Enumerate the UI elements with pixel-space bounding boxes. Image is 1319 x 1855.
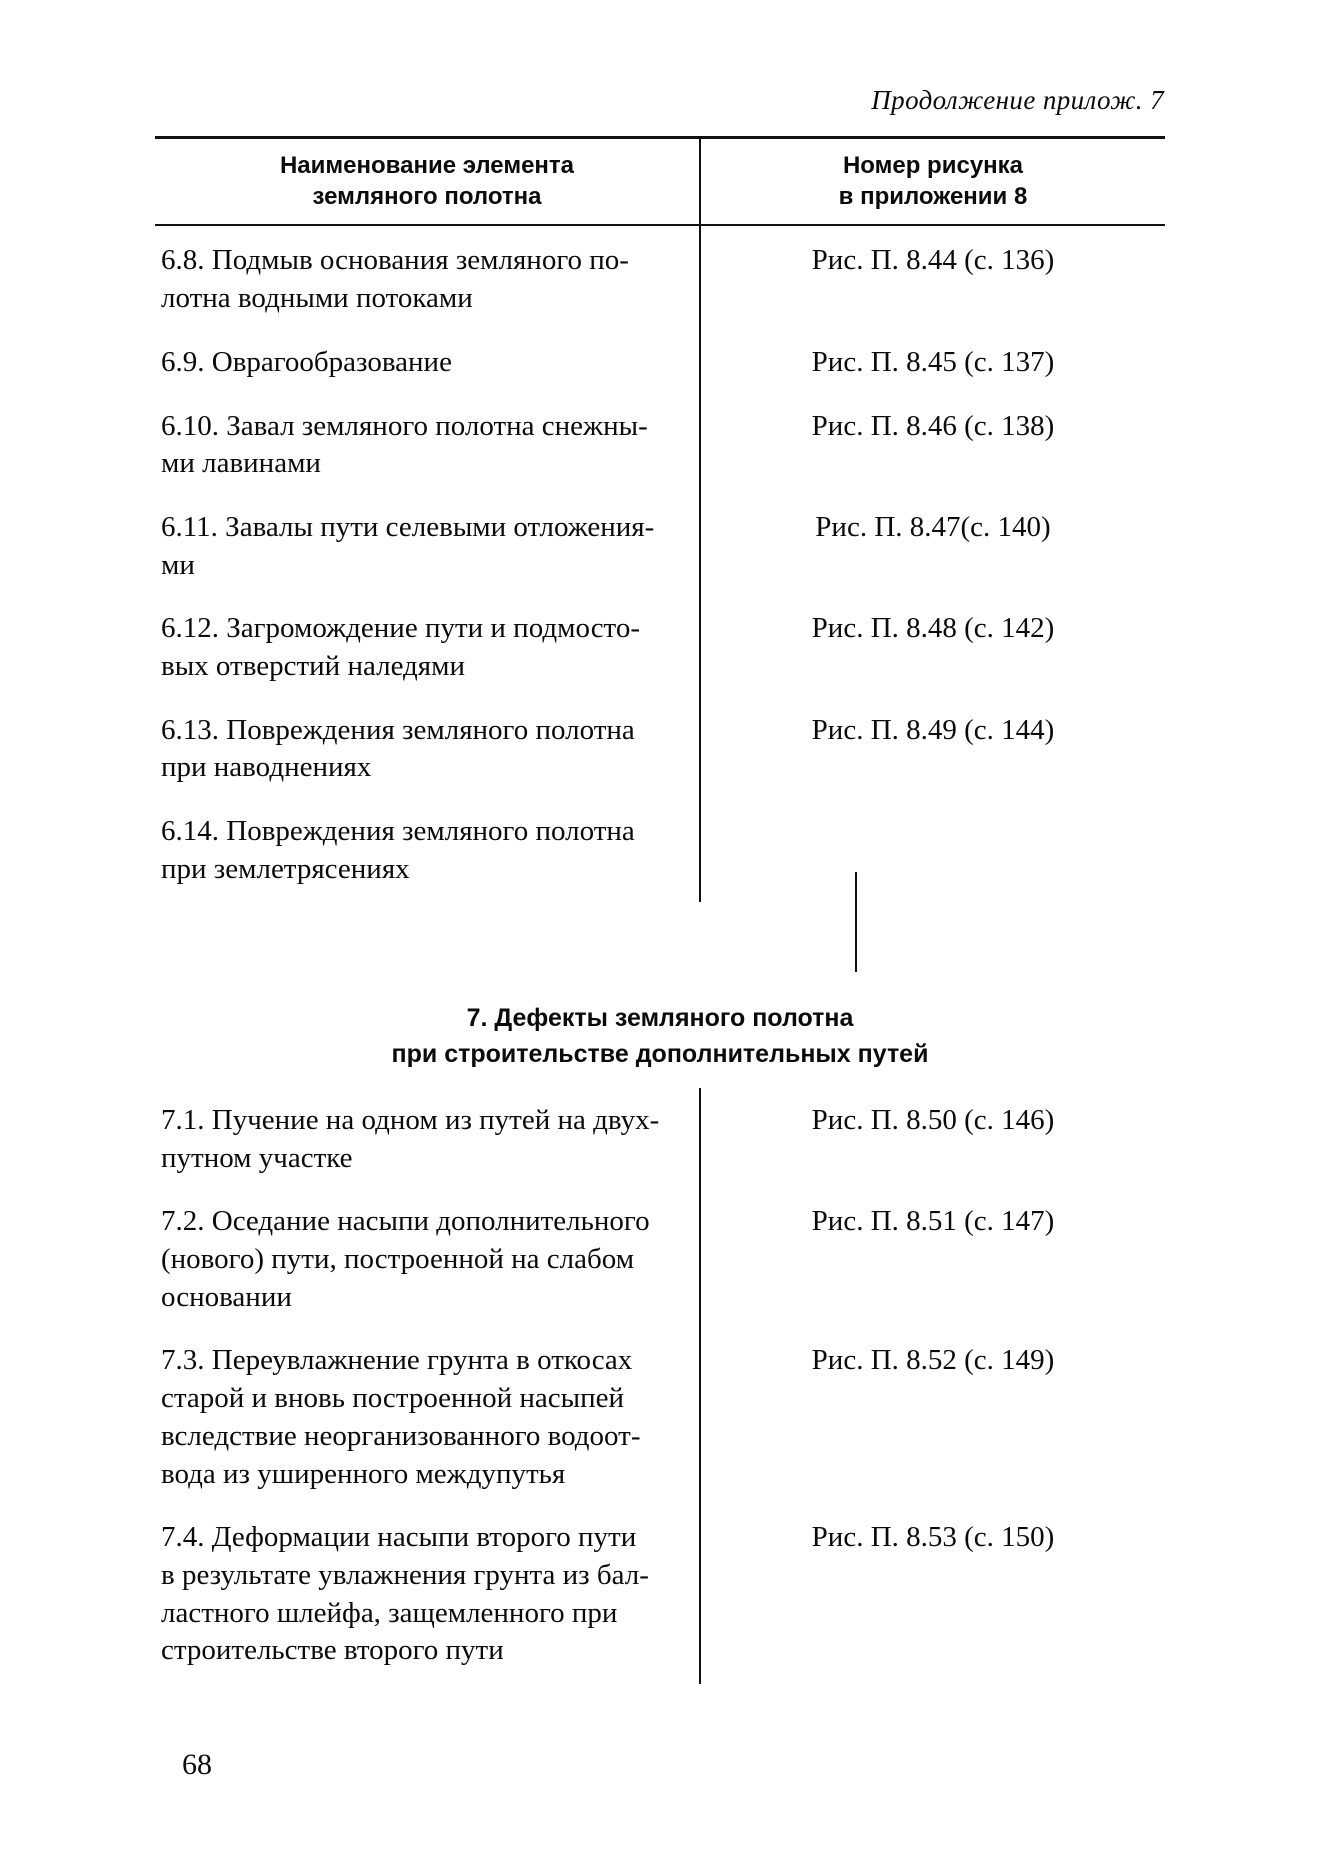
cell-figure-number: Рис. П. 8.53 (с. 150) xyxy=(700,1507,1165,1684)
cell-figure-number: Рис. П. 8.48 (с. 142) xyxy=(700,598,1165,699)
defects-table-part1 xyxy=(155,139,1165,224)
cell-element-name: 6.12. Загромождение пути и подмосто- вых отверстий наледями xyxy=(161,612,641,682)
table-row xyxy=(155,1507,1165,1684)
cell-element-name: 7.4. Деформации насыпи второго пути в результате увлажнения грунта из бал- ластного шлейфа, защемленного при строительстве второго пути xyxy=(161,1521,649,1667)
cell-element-name: 6.9. Оврагообразование xyxy=(161,345,452,378)
table-row xyxy=(155,497,1165,598)
cell-element-name: 7.3. Переувлажнение грунта в откосах старой и вновь построенной насыпей вследствие неорганизованного водоот- вода из уширенного междупутья xyxy=(161,1344,641,1490)
cell-element-name: 6.14. Повреждения земляного полотна при землетрясениях xyxy=(161,815,635,885)
table-continued-appendix-7 xyxy=(155,136,1165,902)
table-row xyxy=(155,226,1165,331)
running-head: Продолжение прилож. 7 xyxy=(871,85,1164,115)
header-figure-number-line1: Номер рисунка xyxy=(842,152,1024,179)
table-divider-tail xyxy=(855,872,857,972)
cell-figure-number: Рис. П. 8.51 (с. 147) xyxy=(700,1191,1165,1330)
cell-element-name: 6.10. Завал земляного полотна снежны- ми лавинами xyxy=(161,409,648,480)
cell-figure-number xyxy=(700,801,1165,902)
table-row xyxy=(155,396,1165,497)
cell-figure-number: Рис. П. 8.45 (с. 137) xyxy=(700,332,1165,396)
cell-figure-number: Рис. П. 8.49 (с. 144) xyxy=(700,700,1165,801)
header-element-name-line2: земляного полотна xyxy=(312,182,542,210)
cell-element-name: 6.13. Повреждения земляного полотна при наводнениях xyxy=(161,713,635,784)
header-element-name-line1: Наименование элемента xyxy=(279,152,575,179)
cell-element-name: 6.11. Завалы пути селевыми отложения- ми xyxy=(161,510,655,581)
header-figure-number-line2: в приложении 8 xyxy=(838,182,1028,210)
table-row xyxy=(155,598,1165,699)
header-figure-number xyxy=(700,139,1165,224)
header-element-name xyxy=(155,139,700,224)
section-7-heading-line1: 7. Дефекты земляного полотна xyxy=(466,1004,854,1032)
table-row xyxy=(155,1330,1165,1507)
cell-figure-number: Рис. П. 8.50 (с. 146) xyxy=(700,1088,1165,1191)
section-7-heading xyxy=(155,1000,1165,1073)
cell-figure-number: Рис. П. 8.46 (с. 138) xyxy=(700,396,1165,497)
cell-figure-number: Рис. П. 8.52 (с. 149) xyxy=(700,1330,1165,1507)
table-row xyxy=(155,1088,1165,1191)
page-number: 68 xyxy=(182,1748,212,1781)
cell-element-name: 7.1. Пучение на одном из путей на двух- путном участке xyxy=(161,1104,660,1174)
cell-element-name: 6.8. Подмыв основания земляного по- лотна водными потоками xyxy=(161,244,629,315)
table-section-7 xyxy=(155,1088,1165,1684)
table-row xyxy=(155,1191,1165,1330)
table-row xyxy=(155,332,1165,396)
cell-figure-number: Рис. П. 8.44 (с. 136) xyxy=(700,226,1165,331)
table-row xyxy=(155,700,1165,801)
defects-table-part1-body xyxy=(155,226,1165,902)
section-7-heading-line2: при строительстве дополнительных путей xyxy=(391,1040,929,1069)
defects-table-part2-body xyxy=(155,1088,1165,1684)
cell-element-name: 7.2. Оседание насыпи дополнительного (нового) пути, построенной на слабом основании xyxy=(161,1205,650,1313)
table-header-row xyxy=(155,139,1165,224)
table-row xyxy=(155,801,1165,902)
cell-figure-number: Рис. П. 8.47(с. 140) xyxy=(700,497,1165,598)
